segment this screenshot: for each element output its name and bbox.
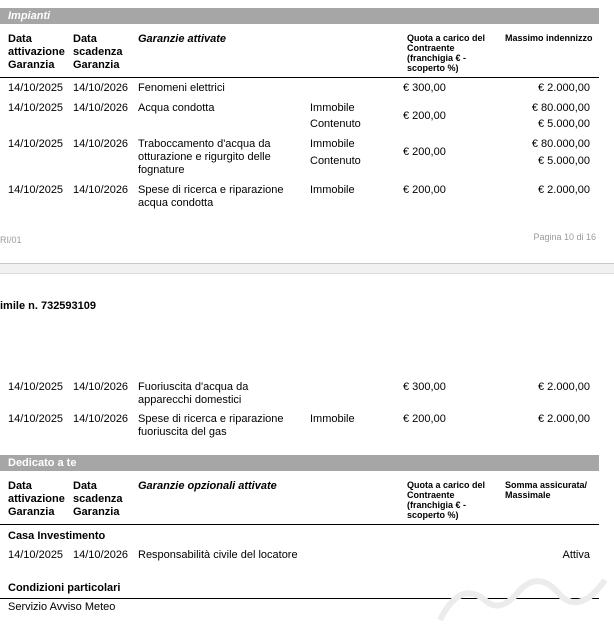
conditions-title: Condizioni particolari: [8, 582, 121, 594]
row6-quota: € 200,00: [403, 413, 446, 425]
policy-number: imile n. 732593109: [0, 300, 97, 312]
row2-object-2: Contenuto: [310, 118, 361, 130]
header-start-date: Data attivazione Garanzia: [8, 33, 65, 71]
row1-end: 14/10/2026: [73, 82, 129, 94]
row6-end: 14/10/2026: [73, 413, 129, 425]
header2-guarantees: Garanzie opzionali attivate: [138, 480, 277, 492]
row3-start: 14/10/2025: [8, 138, 64, 150]
row1-guarantee: Fenomeni elettrici: [138, 82, 225, 94]
row2-object-1: Immobile: [310, 102, 355, 114]
row3-object-1: Immobile: [310, 138, 355, 150]
row3-max-2: € 5.000,00: [538, 155, 590, 167]
header2-quota: Quota a carico del Contraente (franchigia € - scoperto %): [407, 480, 486, 520]
row5-guarantee: Fuoriuscita d'acqua da apparecchi domestici: [138, 381, 249, 406]
row6-start: 14/10/2025: [8, 413, 64, 425]
row7-status: Attiva: [562, 549, 590, 561]
header2-divider: [0, 524, 599, 525]
row1-max: € 2.000,00: [538, 82, 590, 94]
row2-quota: € 200,00: [403, 110, 446, 122]
row3-guarantee: Traboccamento d'acqua da otturazione e rigurgito delle fognature: [138, 138, 271, 176]
footer-doc-code: RI/01: [0, 235, 22, 245]
row5-end: 14/10/2026: [73, 381, 129, 393]
row6-object: Immobile: [310, 413, 355, 425]
row6-max: € 2.000,00: [538, 413, 590, 425]
section-header-dedicato: Dedicato a te: [0, 455, 599, 471]
header-max-indemnity: Massimo indennizzo: [505, 33, 593, 43]
row7-end: 14/10/2026: [73, 549, 129, 561]
header-quota: Quota a carico del Contraente (franchigia € - scoperto %): [407, 33, 486, 73]
row1-quota: € 300,00: [403, 82, 446, 94]
page-break: [0, 263, 614, 274]
header2-end-date: Data scadenza Garanzia: [73, 480, 123, 518]
row2-guarantee: Acqua condotta: [138, 102, 215, 114]
header-end-date: Data scadenza Garanzia: [73, 33, 123, 71]
row4-object: Immobile: [310, 184, 355, 196]
row4-max: € 2.000,00: [538, 184, 590, 196]
row3-quota: € 200,00: [403, 146, 446, 158]
row4-start: 14/10/2025: [8, 184, 64, 196]
row2-max-2: € 5.000,00: [538, 118, 590, 130]
row3-object-2: Contenuto: [310, 155, 361, 167]
footer-page-number: Pagina 10 di 16: [533, 232, 596, 242]
section-header-impianti: Impianti: [0, 8, 599, 24]
row7-start: 14/10/2025: [8, 549, 64, 561]
service-meteo: Servizio Avviso Meteo: [8, 601, 116, 613]
row3-max-1: € 80.000,00: [531, 138, 590, 150]
row4-guarantee: Spese di ricerca e riparazione acqua condotta: [138, 184, 284, 209]
header2-sum-insured: Somma assicurata/ Massimale: [505, 480, 588, 500]
row4-end: 14/10/2026: [73, 184, 129, 196]
header-guarantees: Garanzie attivate: [138, 33, 227, 45]
row7-guarantee: Responsabilità civile del locatore: [138, 549, 298, 561]
row6-guarantee: Spese di ricerca e riparazione fuoriuscita del gas: [138, 413, 284, 438]
row2-max-1: € 80.000,00: [531, 102, 590, 114]
header-divider: [0, 77, 599, 78]
row4-quota: € 200,00: [403, 184, 446, 196]
row3-end: 14/10/2026: [73, 138, 129, 150]
watermark-graphic: [430, 560, 614, 630]
group-title: Casa Investimento: [8, 530, 106, 542]
row5-quota: € 300,00: [403, 381, 446, 393]
row5-start: 14/10/2025: [8, 381, 64, 393]
row2-start: 14/10/2025: [8, 102, 64, 114]
row2-end: 14/10/2026: [73, 102, 129, 114]
header2-start-date: Data attivazione Garanzia: [8, 480, 65, 518]
row5-max: € 2.000,00: [538, 381, 590, 393]
row1-start: 14/10/2025: [8, 82, 64, 94]
